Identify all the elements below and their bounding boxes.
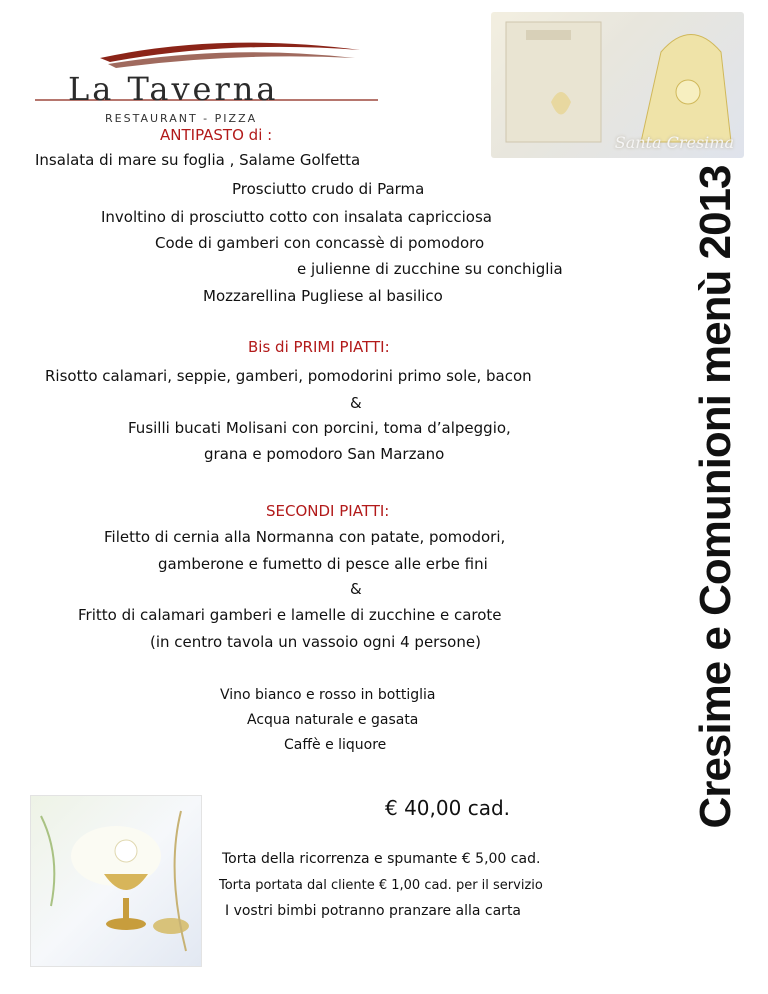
drinks-item: Caffè e liquore: [284, 737, 387, 753]
antipasto-heading: ANTIPASTO di :: [160, 126, 273, 144]
antipasto-item: Mozzarellina Pugliese al basilico: [203, 287, 443, 305]
antipasto-item: Involtino di prosciutto cotto con insalata capricciosa: [101, 208, 492, 226]
side-title: Cresime e Comunioni menù 2013: [691, 165, 740, 829]
antipasto-item: Insalata di mare su foglia , Salame Golfetta: [35, 151, 361, 169]
primi-item: grana e pomodoro San Marzano: [204, 445, 445, 463]
communion-chalice-image: [30, 795, 202, 967]
secondi-ampersand: &: [350, 580, 362, 598]
card-caption: Santa Cresima: [614, 133, 734, 152]
primi-ampersand: &: [350, 394, 362, 412]
antipasto-item: e julienne di zucchine su conchiglia: [297, 260, 563, 278]
extra-line: I vostri bimbi potranno pranzare alla carta: [225, 903, 522, 919]
secondi-item: (in centro tavola un vassoio ogni 4 persone): [150, 633, 481, 651]
secondi-item: Filetto di cernia alla Normanna con patate, pomodori,: [104, 528, 506, 546]
secondi-heading: SECONDI PIATTI:: [266, 502, 390, 520]
cresima-card-image: [491, 12, 744, 158]
primi-item: Risotto calamari, seppie, gamberi, pomodorini primo sole, bacon: [45, 367, 532, 385]
drinks-item: Acqua naturale e gasata: [247, 712, 419, 728]
logo-subtitle: RESTAURANT - PIZZA: [105, 112, 258, 125]
menu-price: € 40,00 cad.: [385, 796, 510, 820]
antipasto-item: Code di gamberi con concassè di pomodoro: [155, 234, 485, 252]
antipasto-item: Prosciutto crudo di Parma: [232, 180, 425, 198]
restaurant-logo: [30, 30, 380, 125]
logo-title: La Taverna: [68, 70, 279, 108]
primi-heading: Bis di PRIMI PIATTI:: [248, 338, 390, 356]
secondi-item: Fritto di calamari gamberi e lamelle di zucchine e carote: [78, 606, 502, 624]
extra-line: Torta portata dal cliente € 1,00 cad. per il servizio: [219, 878, 543, 893]
drinks-item: Vino bianco e rosso in bottiglia: [220, 687, 436, 703]
primi-item: Fusilli bucati Molisani con porcini, toma d’alpeggio,: [128, 419, 511, 437]
extra-line: Torta della ricorrenza e spumante € 5,00 cad.: [222, 851, 541, 867]
chalice-icon: [31, 796, 201, 966]
secondi-item: gamberone e fumetto di pesce alle erbe fini: [158, 555, 488, 573]
